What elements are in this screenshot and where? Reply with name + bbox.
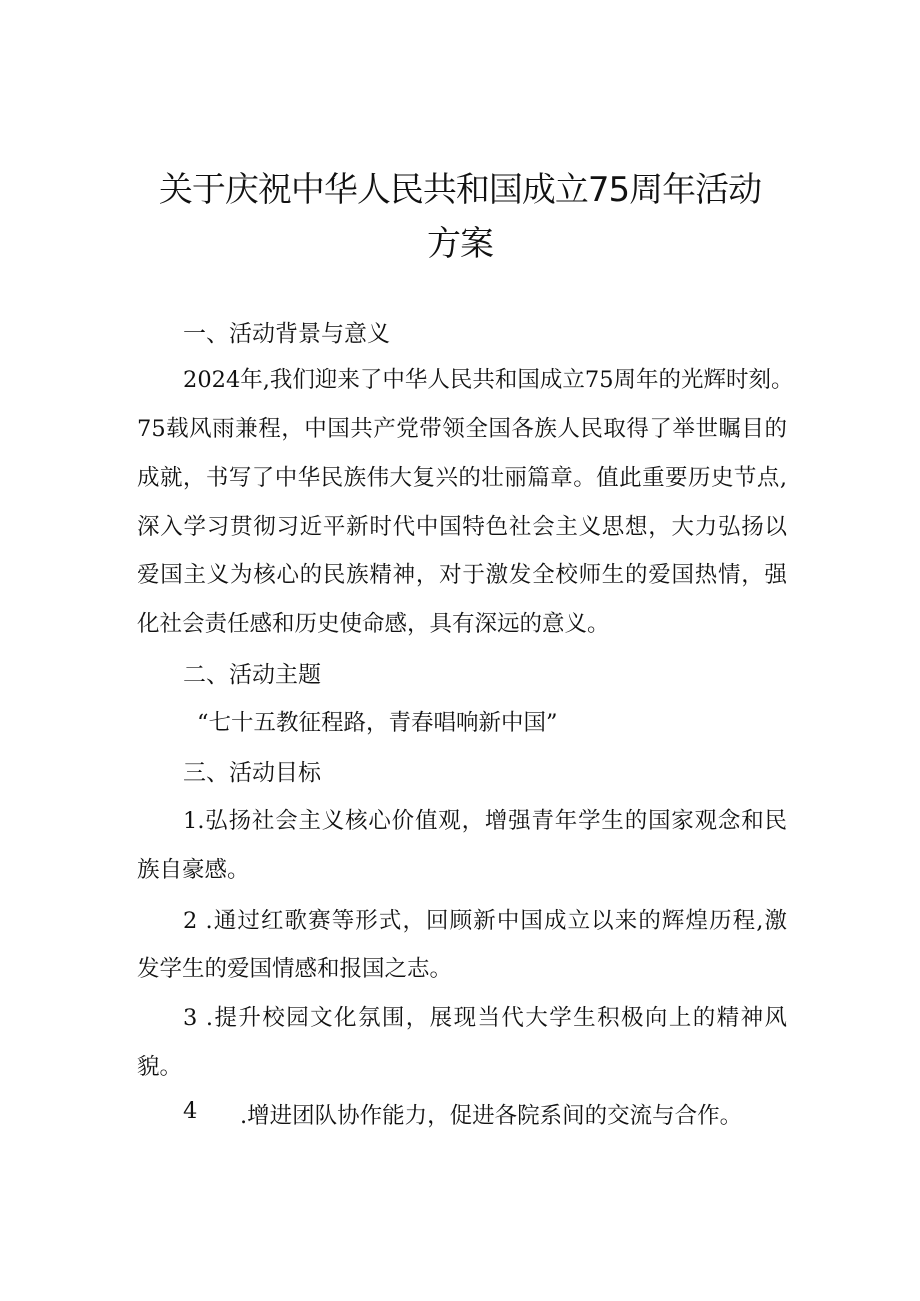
- paragraph-line: 2024年,我们迎来了中华人民共和国成立75周年的光辉时刻。: [183, 367, 794, 393]
- goal-item-2-line-2: 发学生的爱国情感和报国之志。: [137, 956, 453, 982]
- paragraph-line: 化社会责任感和历史使命感，具有深远的意义。: [137, 611, 610, 637]
- paragraph-line: 爱国主义为核心的民族精神，对于激发全校师生的爱国热情，强: [137, 562, 787, 588]
- section-heading-background: 一、活动背景与意义: [183, 321, 390, 347]
- document-title-line-1: 关于庆祝中华人民共和国成立75周年活动: [158, 170, 762, 210]
- goal-item-1-line-1: 1.弘扬社会主义核心价值观，增强青年学生的国家观念和民: [183, 808, 787, 834]
- goal-item-4-text: .增进团队协作能力，促进各院系间的交流与合作。: [240, 1103, 743, 1129]
- paragraph-line: 深入学习贯彻习近平新时代中国特色社会主义思想，大力弘扬以: [137, 514, 787, 540]
- paragraph-line: 75载风雨兼程，中国共产党带领全国各族人民取得了举世瞩目的: [137, 416, 787, 442]
- activity-theme-text: “七十五教征程路，青春唱响新中国”: [197, 710, 558, 736]
- paragraph-line: 成就，书写了中华民族伟大复兴的壮丽篇章。值此重要历史节点,: [137, 465, 787, 491]
- document-title-line-2: 方案: [427, 224, 493, 264]
- goal-item-4-number: 4: [183, 1098, 198, 1124]
- goal-item-3-line-1: 3 .提升校园文化氛围，展现当代大学生积极向上的精神风: [183, 1005, 787, 1031]
- goal-item-3-line-2: 貌。: [137, 1054, 183, 1080]
- goal-item-2-line-1: 2 .通过红歌赛等形式，回顾新中国成立以来的辉煌历程,激: [183, 908, 787, 934]
- section-heading-theme: 二、活动主题: [183, 662, 321, 688]
- goal-item-1-line-2: 族自豪感。: [137, 857, 250, 883]
- section-heading-goals: 三、活动目标: [183, 760, 321, 786]
